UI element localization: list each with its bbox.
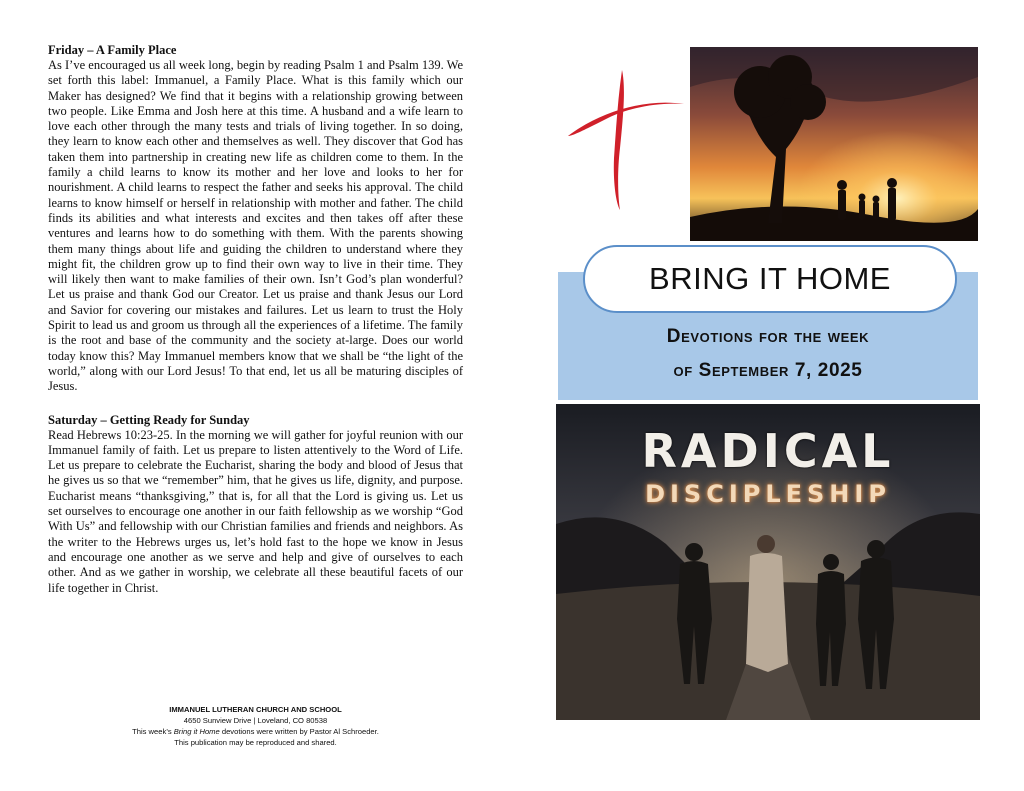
banner-line-1: RADICAL (641, 424, 895, 478)
friday-heading: Friday – A Family Place (48, 43, 177, 57)
banner-line-2: DISCIPLESHIP (645, 480, 891, 508)
bulletin-subtitle (558, 320, 978, 388)
saturday-body: Read Hebrews 10:23-25. In the morning we will gather for joyful reunion with our Immanuel family of faith. Let us prepare to listen attentively to the Word of Life. Let us prepare to celebrate the Eucharist, sharing the body and blood of Jesus that he gives us so that we “remember” him, that he gives us life, dignity, and purpose. Eucharist means “thanksgiving,” that is, for all that the Lord is giving us. Let us set ourselves to encourage one another in our faith fellowship as we worship “God With Us” and fellowship with our Christian families and friends and neighbors. As the writer to the Hebrews urges us, let’s hold fast to the hope we know in Jesus and encourage one another as we serve and help and give of ourselves to each other. And as we gather in worship, we celebrate all these beautiful facets of our life together in Christ. (48, 427, 463, 595)
section-gap (48, 395, 463, 413)
family-sunset-photo (690, 47, 978, 241)
reproduction-notice: This publication may be reproduced and shared. (174, 738, 337, 747)
church-address: 4650 Sunview Drive | Loveland, CO 80538 (183, 716, 328, 725)
subtitle-line-1: Devotions for the week (666, 326, 870, 347)
radical-discipleship-image (556, 404, 980, 720)
saturday-heading: Saturday – Getting Ready for Sunday (48, 412, 250, 427)
credit-pre: This week’s (132, 727, 174, 736)
friday-body: As I’ve encouraged us all week long, begin by reading Psalm 1 and Psalm 139. We set forth this label: Immanuel, a Family Place. What is this family which our Maker has designed? We find that it begins with a relationship growing between two people. Like Emma and Josh here at this time. A husband and a wife learn to love each other through the many tests and trials of living together. In so doing, they learn to know each other and themselves as well. They discover that God has taken them into partnership in creating new life as children come to them. In the family a child learns to know its mother and her love and looks to her for nourishment. A child learns to respect the father and seeks his approval. The child learns to know himself or herself in relationship with mother and father. The child finds its abilities and what interests and excites and then takes off after these ventures and learns how to do something with them. With the parents showing them many things about life and guiding the children to understand where they might fit, the children grow up to find their own way to live in their time. They will likely then want to make families of their own. Isn’t God’s plan wonderful? Let us praise and thank God our Creator. Let us praise and thank Jesus our Lord and Savior for covering our mistakes and failures. Let us learn to trust the Holy Spirit to lead us and groom us through all the experiences of a lifetime. The family is the root and base of the community and the society at-large. Does our world today know this? May Immanuel members know that we shall be “the light of the world,” along with our Lord Jesus! To that end, let us all be maturing disciples of Jesus. (48, 58, 463, 394)
subtitle-line-2: of September 7, 2025 (673, 360, 863, 381)
title-pill (583, 245, 957, 313)
author-credit (48, 726, 463, 737)
publication-footer (48, 704, 463, 748)
credit-post: devotions were written by Pastor Al Schroeder. (219, 727, 379, 736)
devotions-column (48, 43, 463, 596)
cross-icon (558, 58, 690, 218)
credit-italic: Bring it Home (173, 727, 220, 736)
church-name: IMMANUEL LUTHERAN CHURCH AND SCHOOL (169, 705, 342, 714)
bulletin-title: BRING IT HOME (649, 261, 891, 296)
